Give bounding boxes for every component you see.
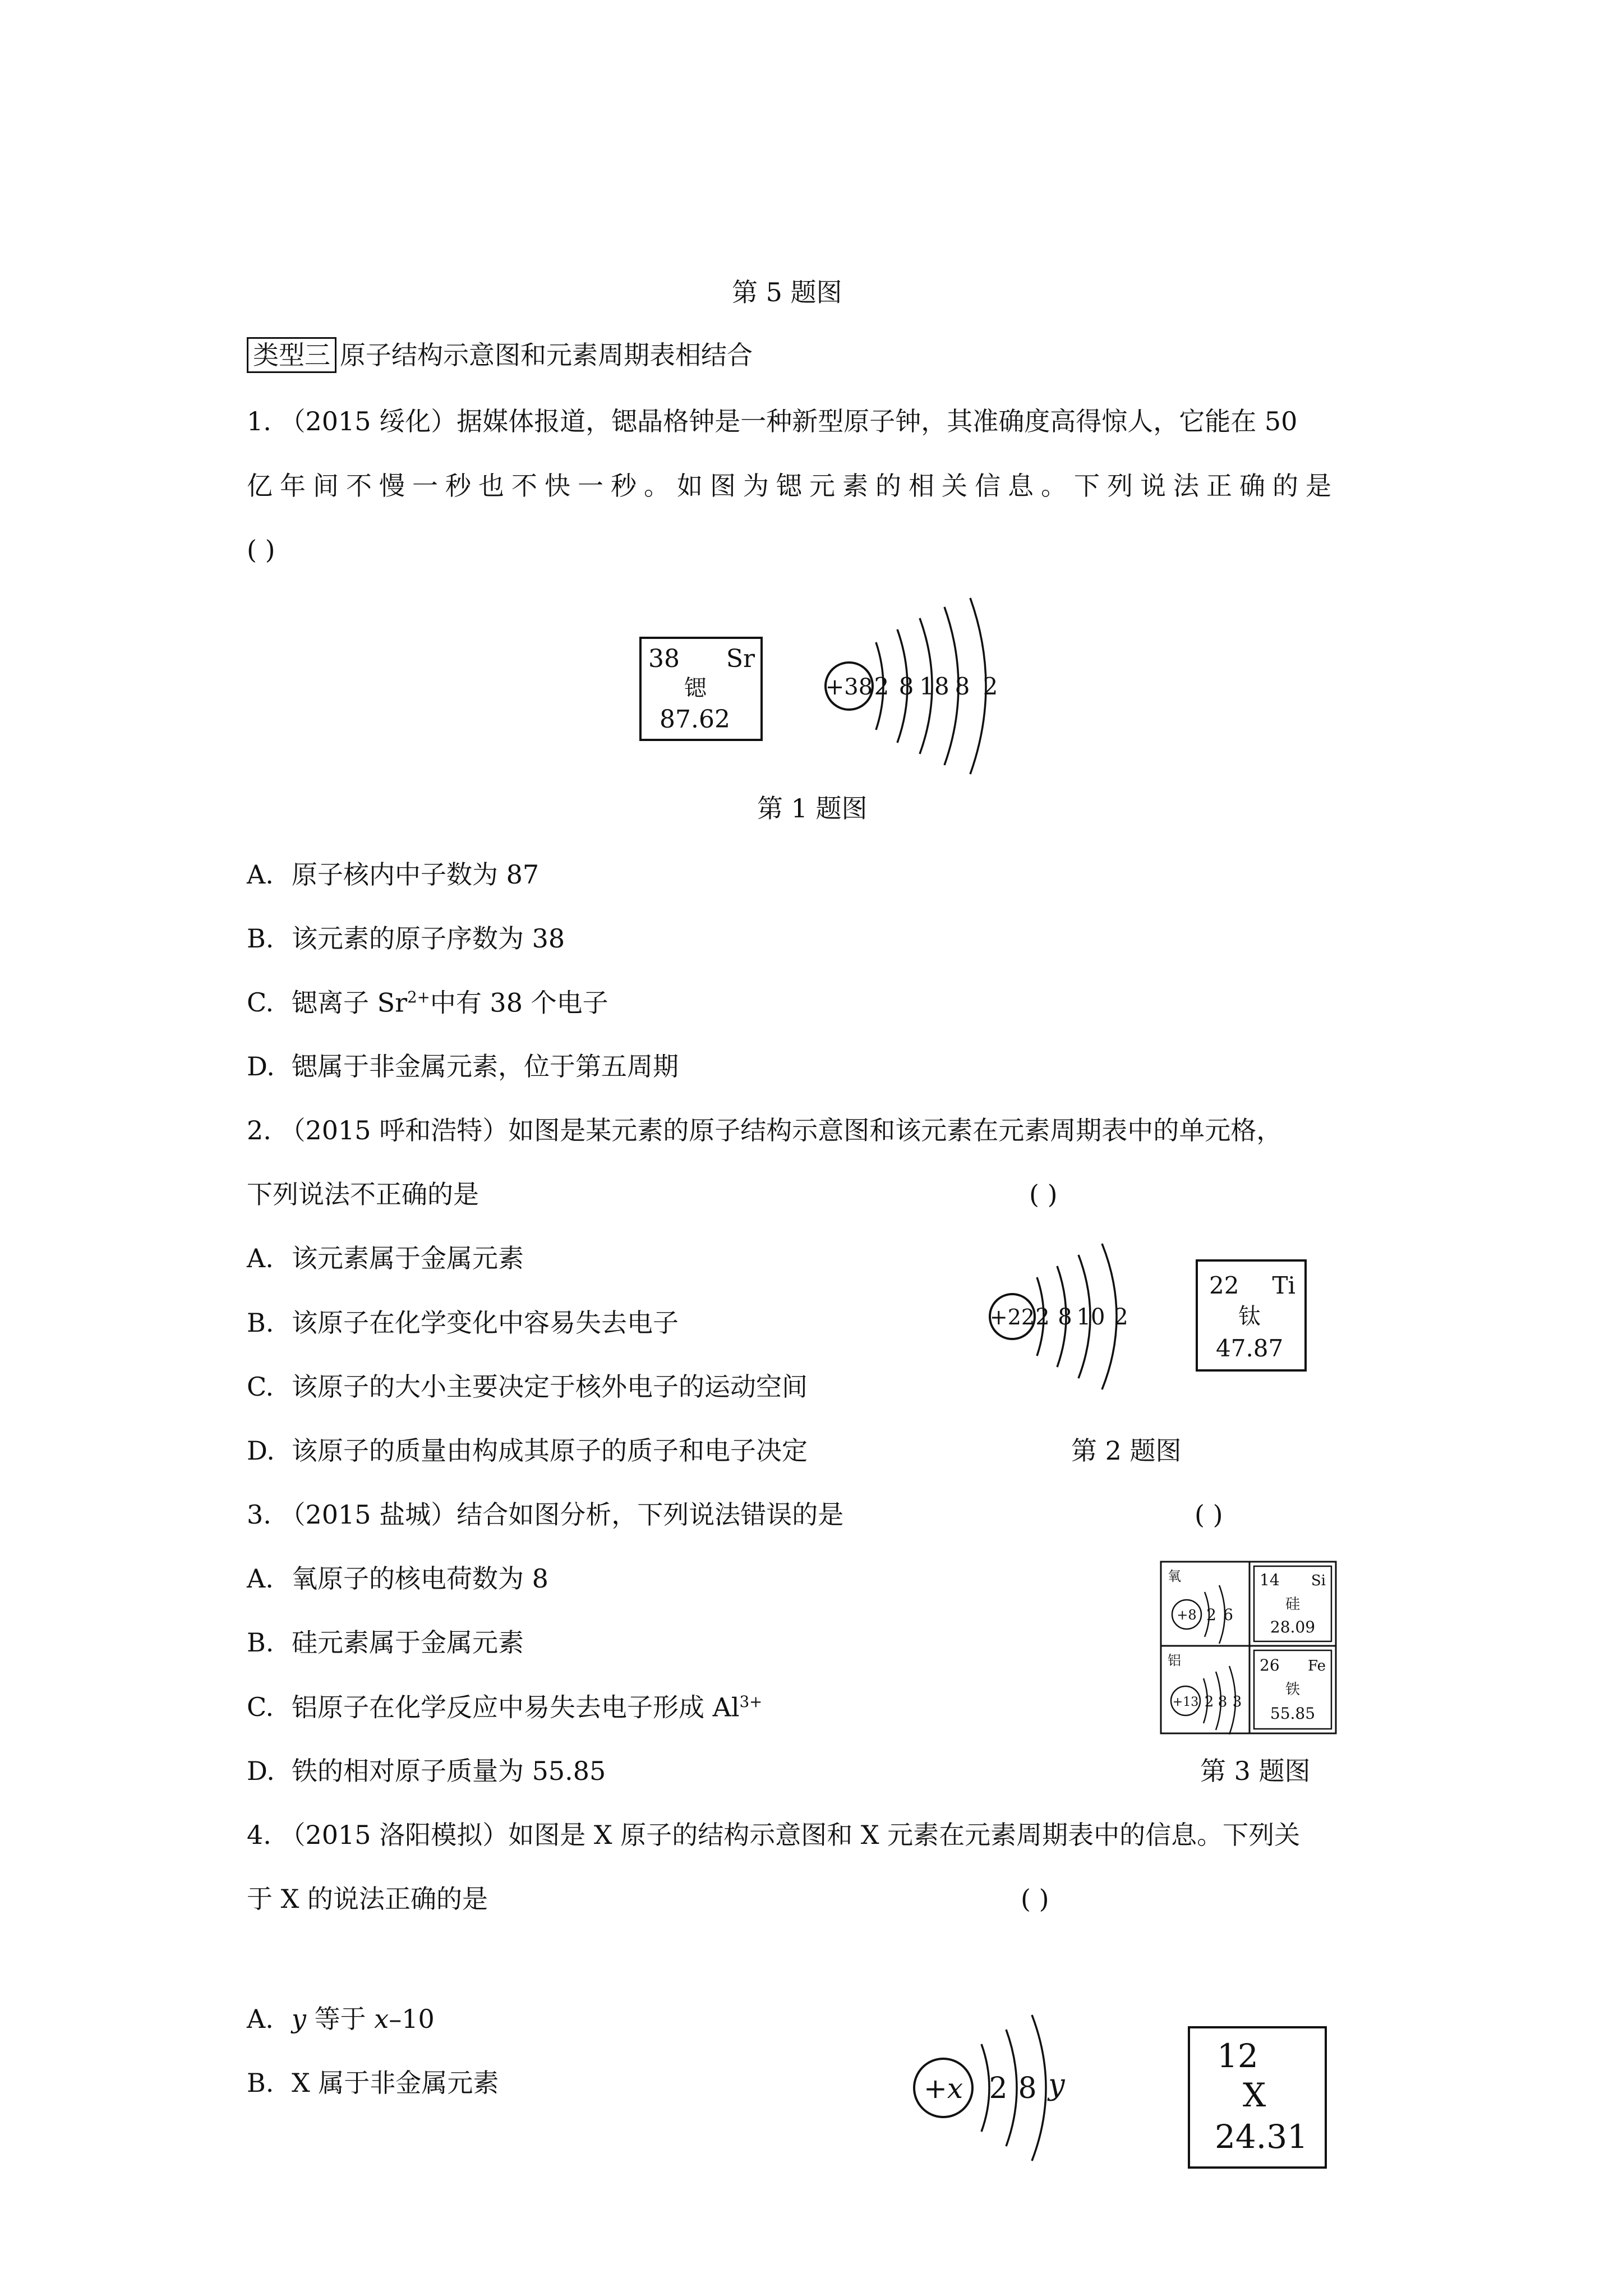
q1-option-c: C. 锶离子 $Sr^{2+}$中有 38 个电子 <box>247 987 608 1018</box>
q3-silicon-name: 硅 <box>1285 1596 1301 1613</box>
q1-cell-number: 38 <box>648 645 680 673</box>
q3-paren: ( ) <box>1195 1499 1223 1530</box>
q4-cell-symbol: X <box>1243 2076 1266 2114</box>
q4-line1: 4. （2015 洛阳模拟）如图是 X 原子的结构示意图和 X 元素在元素周期表中的信息。下列关 <box>247 1820 1301 1850</box>
q4-option-b: B. X 属于非金属元素 <box>247 2068 499 2098</box>
q3-iron-number: 26 <box>1260 1656 1280 1674</box>
q4-shell-3: y <box>1048 2068 1065 2102</box>
q4-element-cell <box>1188 2026 1327 2169</box>
q1-shell-2: 8 <box>898 673 914 700</box>
q3-option-b: B. 硅元素属于金属元素 <box>247 1627 524 1658</box>
q2-shell-4: 2 <box>1114 1304 1128 1330</box>
q3-oxygen-name: 氧 <box>1168 1568 1181 1584</box>
q3-iron-symbol: Fe <box>1307 1658 1326 1674</box>
q2-cell-name: 钛 <box>1238 1304 1261 1329</box>
q4-cell-mass: 24.31 <box>1215 2118 1308 2156</box>
q1-option-a: A. 原子核内中子数为 87 <box>247 859 540 890</box>
q3-option-d: D. 铁的相对原子质量为 55.85 <box>247 1756 606 1786</box>
q4-shell-1: 2 <box>989 2072 1008 2105</box>
q2-option-d: D. 该原子的质量由构成其原子的质子和电子决定 <box>247 1435 808 1466</box>
q3-oxygen-shell-2: 6 <box>1223 1605 1233 1624</box>
caption-q3: 第 3 题图 <box>1200 1756 1311 1786</box>
q3-aluminum-shell-3: 3 <box>1232 1694 1242 1710</box>
q1-option-b: B. 该元素的原子序数为 38 <box>247 923 565 954</box>
q3-aluminum-name: 铝 <box>1168 1653 1181 1668</box>
q1-shell-1: 2 <box>874 673 889 700</box>
q3-aluminum-shell-2: 8 <box>1218 1694 1228 1710</box>
q4-nucleus-label: +x <box>923 2072 963 2105</box>
q1-shell-5: 2 <box>983 673 998 700</box>
q2-line1: 2. （2015 呼和浩特）如图是某元素的原子结构示意图和该元素在元素周期表中的单元格， <box>247 1115 1283 1145</box>
q3-iron-mass: 55.85 <box>1270 1704 1316 1723</box>
q3-element-grid <box>1160 1561 1337 1734</box>
q3-silicon-number: 14 <box>1260 1571 1280 1589</box>
caption-q1: 第 1 题图 <box>757 793 868 823</box>
q2-option-c: C. 该原子的大小主要决定于核外电子的运动空间 <box>247 1372 808 1402</box>
q1-option-d: D. 锶属于非金属元素，位于第五周期 <box>247 1051 679 1082</box>
q2-cell-symbol: Ti <box>1272 1272 1295 1299</box>
q2-cell-number: 22 <box>1209 1272 1239 1299</box>
q2-paren: ( ) <box>1029 1179 1058 1209</box>
q2-shell-3: 10 <box>1076 1304 1105 1330</box>
q1-paren: ( ) <box>247 535 275 565</box>
q4-atom-diagram <box>897 1997 1110 2177</box>
q4-option-a: A. y 等于 x–10 <box>247 2004 435 2034</box>
q3-line1: 3. （2015 盐城）结合如图分析，下列说法错误的是 <box>247 1499 844 1530</box>
section-title: 原子结构示意图和元素周期表相结合 <box>340 340 753 370</box>
section-header <box>247 342 753 368</box>
q1-atom-diagram <box>808 595 1032 780</box>
q2-shell-1: 2 <box>1035 1304 1050 1330</box>
q1-shell-3: 18 <box>919 673 949 700</box>
q4-paren: ( ) <box>1021 1884 1049 1914</box>
q4-cell-number: 12 <box>1217 2037 1258 2075</box>
q1-cell-mass: 87.62 <box>660 705 730 734</box>
q1-cell-symbol: Sr <box>726 645 755 673</box>
q1-shell-4: 8 <box>955 673 970 700</box>
q2-option-b: B. 该原子在化学变化中容易失去电子 <box>247 1308 679 1338</box>
q2-line2: 下列说法不正确的是 <box>247 1179 479 1209</box>
q3-aluminum-shell-1: 2 <box>1204 1694 1214 1710</box>
q3-oxygen-shell-1: 2 <box>1206 1605 1216 1624</box>
q2-nucleus-label: +22 <box>989 1305 1035 1329</box>
q3-oxygen-nucleus-label: +8 <box>1177 1607 1197 1623</box>
q1-line2: 亿年间不慢一秒也不快一秒。如图为锶元素的相关信息。下列说法正确的是 <box>247 471 1339 501</box>
q3-option-a: A. 氧原子的核电荷数为 8 <box>247 1563 548 1594</box>
q3-iron-name: 铁 <box>1285 1681 1301 1698</box>
q3-option-c: C. 铝原子在化学反应中易失去电子形成 $Al^{3+}$ <box>247 1692 763 1723</box>
q3-silicon-mass: 28.09 <box>1270 1618 1316 1636</box>
q1-line1: 1. （2015 绥化）据媒体报道，锶晶格钟是一种新型原子钟，其准确度高得惊人，它能在 50 <box>247 406 1298 436</box>
section-tag: 类型三 <box>247 337 336 373</box>
q2-option-a: A. 该元素属于金属元素 <box>247 1243 524 1273</box>
q4-shell-2: 8 <box>1018 2072 1037 2105</box>
caption-q2: 第 2 题图 <box>1071 1435 1182 1466</box>
q2-cell-mass: 47.87 <box>1216 1335 1284 1362</box>
q2-element-cell <box>1196 1259 1307 1372</box>
q2-shell-2: 8 <box>1058 1304 1072 1330</box>
q4-line2: 于 X 的说法正确的是 <box>247 1884 488 1914</box>
q3-silicon-symbol: Si <box>1311 1572 1326 1589</box>
q1-cell-name: 锶 <box>684 675 707 701</box>
q2-atom-diagram <box>979 1237 1147 1394</box>
q3-aluminum-nucleus-label: +13 <box>1172 1695 1199 1709</box>
q1-element-cell <box>639 637 763 741</box>
caption-q5: 第 5 题图 <box>732 277 842 307</box>
q1-nucleus-label: +38 <box>825 674 873 700</box>
